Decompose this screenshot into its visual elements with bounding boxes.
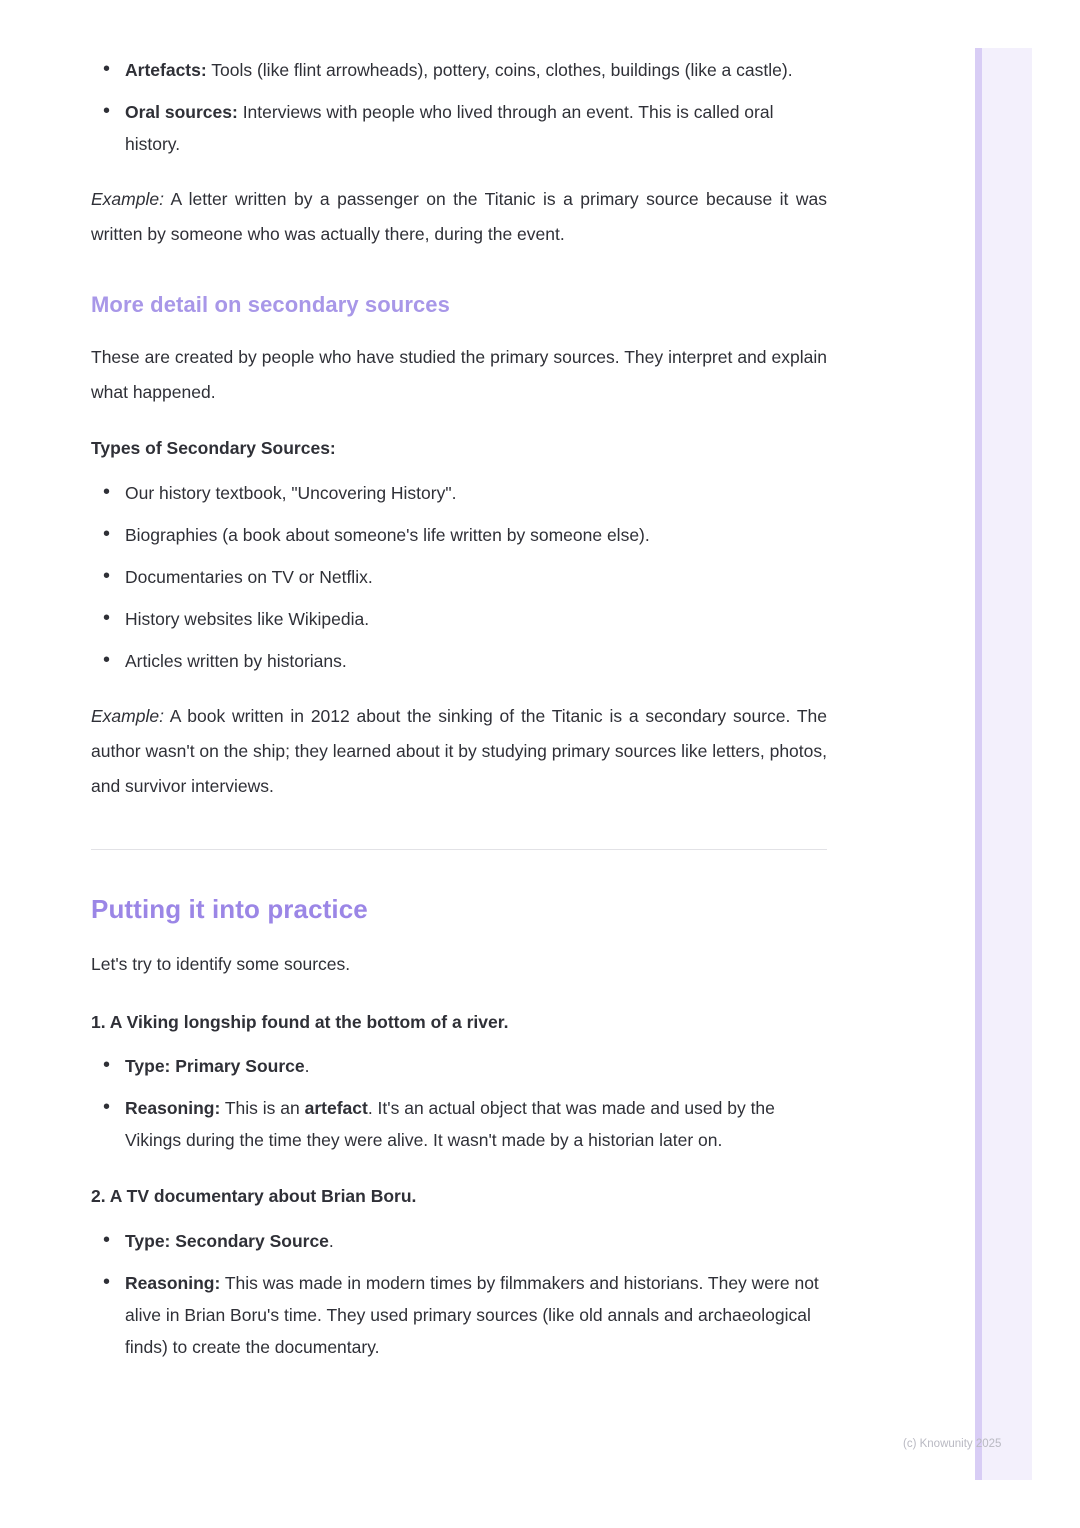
primary-source-types-list: [91, 54, 827, 160]
list-item-text: Tools (like flint arrowheads), pottery, coins, clothes, buildings (like a castle).: [206, 60, 793, 80]
list-item: [125, 603, 827, 635]
list-item-text: Interviews with people who lived through an event. This is called oral history.: [125, 102, 774, 154]
document-content: [91, 40, 827, 1373]
list-item-text: Our history textbook, "Uncovering History".: [125, 482, 457, 503]
primary-source-example: [91, 182, 827, 252]
practice-question-1-answer-list: [91, 1050, 827, 1156]
list-item: [125, 1267, 827, 1363]
answer-reasoning-pre: This is an: [220, 1098, 305, 1118]
practice-intro: Let's try to identify some sources.: [91, 953, 351, 974]
types-of-secondary-sources-heading: Types of Secondary Sources:: [91, 438, 336, 458]
right-margin-accent-bar: [975, 48, 982, 1480]
list-item: [125, 561, 827, 593]
list-item-label: Oral sources:: [125, 102, 238, 122]
example-lead: Example:: [91, 705, 164, 726]
list-item: [125, 1225, 827, 1257]
section-divider: [91, 849, 827, 850]
answer-reasoning-label: Reasoning:: [125, 1098, 221, 1118]
secondary-sources-intro: These are created by people who have studied the primary sources. They interpret and explain what happened.: [91, 347, 827, 402]
secondary-source-example: [91, 699, 827, 804]
answer-reasoning-emphasis: artefact: [304, 1098, 368, 1118]
list-item: [125, 54, 827, 86]
practice-question-1-title: 1. A Viking longship found at the bottom of a river.: [91, 1011, 509, 1032]
answer-type-suffix: .: [304, 1056, 310, 1076]
answer-reasoning-pre: This was made in modern times by filmmakers and historians. They were not alive in Brian Boru's time. They used primary sources (like old annals and archaeological finds) to create the documentary.: [125, 1272, 819, 1357]
secondary-source-types-list: [91, 477, 827, 677]
answer-reasoning-post: . It's an actual object that was made and used by the Vikings during the time they were alive. It wasn't made by a historian later on.: [125, 1098, 775, 1150]
example-text: A letter written by a passenger on the Titanic is a primary source because it was written by someone who was actually there, during the event.: [91, 189, 827, 244]
list-item-label: Artefacts:: [125, 60, 207, 80]
practice-question-2-title: 2. A TV documentary about Brian Boru.: [91, 1186, 417, 1206]
section-heading-secondary-sources: More detail on secondary sources: [91, 292, 450, 317]
list-item: [125, 519, 827, 551]
list-item: [125, 477, 827, 509]
list-item-text: Documentaries on TV or Netflix.: [125, 566, 373, 587]
list-item: [125, 1050, 827, 1082]
practice-question-2-answer-list: [91, 1225, 827, 1363]
answer-type-label: Type: Primary Source: [125, 1056, 305, 1076]
list-item-text: Articles written by historians.: [125, 650, 347, 671]
section-heading-putting-it-into-practice: Putting it into practice: [91, 893, 368, 924]
list-item: [125, 1092, 827, 1156]
example-lead: Example:: [91, 189, 164, 209]
list-item-text: History websites like Wikipedia.: [125, 608, 370, 629]
list-item-text: Biographies (a book about someone's life written by someone else).: [125, 524, 650, 545]
right-margin-band: [975, 48, 1032, 1480]
list-item: [125, 645, 827, 677]
copyright-credit: (c) Knowunity 2025: [903, 1438, 1002, 1450]
answer-reasoning-label: Reasoning:: [125, 1272, 221, 1293]
answer-type-suffix: .: [328, 1230, 334, 1251]
answer-type-label: Type: Secondary Source: [125, 1230, 329, 1251]
list-item: [125, 96, 827, 160]
example-text: A book written in 2012 about the sinking of the Titanic is a secondary source. The author wasn't on the ship; they learned about it by studying primary sources like letters, photos, and survivor interviews.: [91, 705, 827, 796]
